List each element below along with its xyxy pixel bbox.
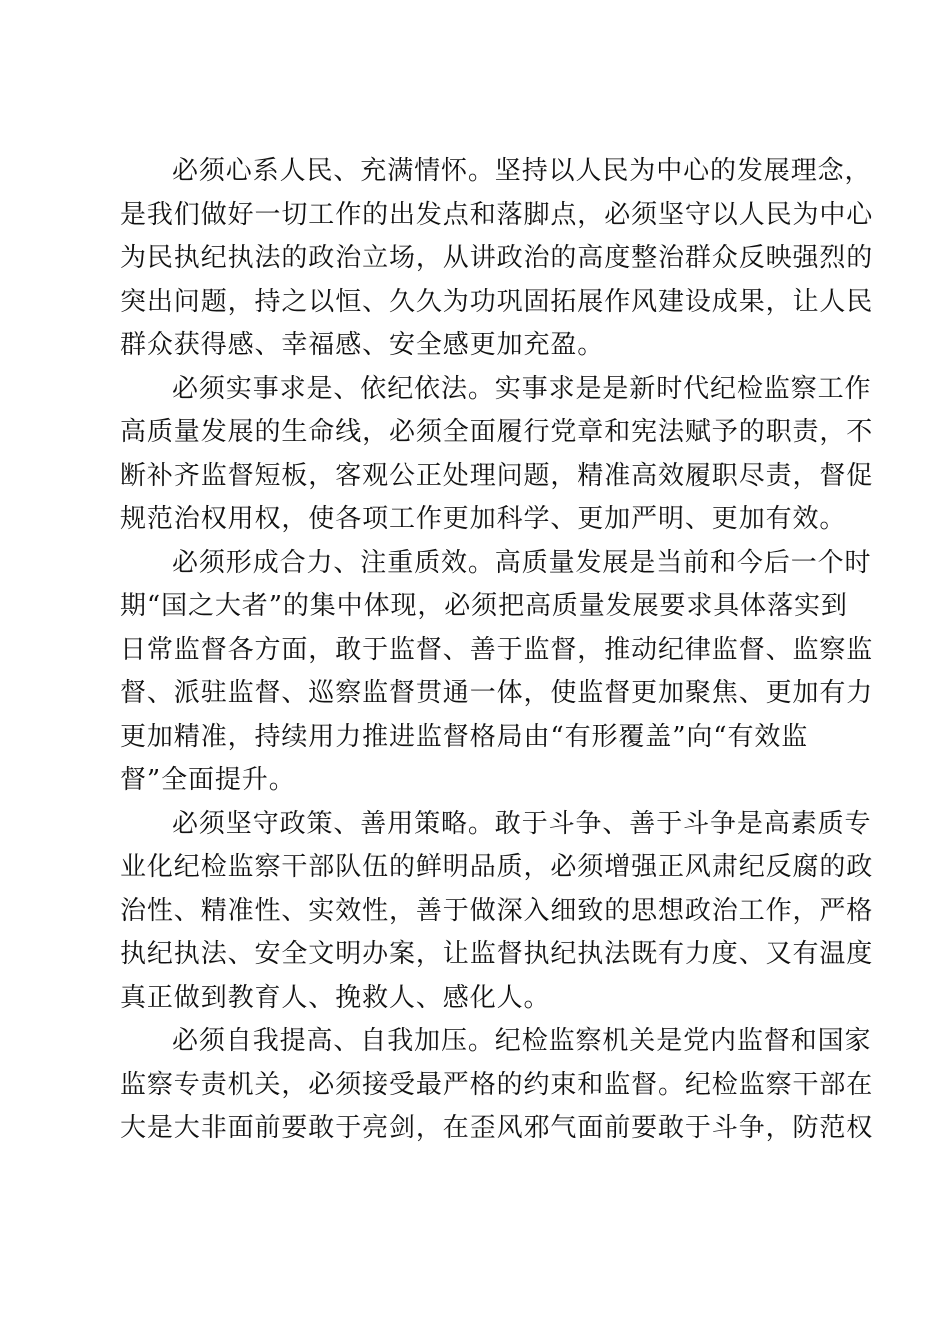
text-line: 为民执纪执法的政治立场，从讲政治的高度整治群众反映强烈的 [120,243,874,273]
text-line: 监察专责机关，必须接受最严格的约束和监督。纪检监察干部在 [120,1069,874,1100]
text-line: 必须实事求是、依纪依法。实事求是是新时代纪检监察工作 [172,373,872,404]
text-line: 业化纪检监察干部队伍的鲜明品质，必须增强正风肃纪反腐的政 [120,852,874,882]
text-line: 断补齐监督短板，客观公正处理问题，精准高效履职尽责，督促 [120,460,874,491]
text-line: 突出问题，持之以恒、久久为功巩固拓展作风建设成果，让人民 [120,286,874,317]
text-line: 必须自我提高、自我加压。纪检监察机关是党内监督和国家 [172,1026,872,1056]
text-line: 必须心系人民、充满情怀。坚持以人民为中心的发展理念， [172,156,872,186]
document-body [120,150,874,1151]
text-line: 督”全面提升。 [120,765,296,795]
text-line: 督、派驻监督、巡察监督贯通一体，使监督更加聚焦、更加有力 [120,678,874,708]
paragraph-people [120,150,874,368]
text-line: 真正做到教育人、挽救人、感化人。 [120,982,551,1013]
text-line: 更加精准，持续用力推进监督格局由“有形覆盖”向“有效监 [120,721,809,752]
text-line: 大是大非面前要敢于亮剑，在歪风邪气面前要敢于斗争，防范权 [120,1113,874,1143]
text-line: 必须坚守政策、善用策略。敢于斗争、善于斗争是高素质专 [172,808,872,839]
text-line: 规范治权用权，使各项工作更加科学、更加严明、更加有效。 [120,504,847,534]
paragraph-facts [120,368,874,542]
text-line: 执纪执法、安全文明办案，让监督执纪执法既有力度、又有温度 [120,939,874,969]
paragraph-synergy [120,542,874,803]
text-line: 是我们做好一切工作的出发点和落脚点，必须坚守以人民为中心 [120,199,874,230]
text-line: 期“国之大者”的集中体现，必须把高质量发展要求具体落实到 [120,591,848,621]
text-line: 必须形成合力、注重质效。高质量发展是当前和今后一个时 [172,547,872,578]
text-line: 群众获得感、幸福感、安全感更加充盈。 [120,330,605,360]
paragraph-self-improvement [120,1020,874,1151]
text-line: 治性、精准性、实效性，善于做深入细致的思想政治工作，严格 [120,895,874,926]
paragraph-policy [120,803,874,1021]
text-line: 高质量发展的生命线，必须全面履行党章和宪法赋予的职责，不 [120,417,874,447]
text-line: 日常监督各方面，敢于监督、善于监督，推动纪律监督、监察监 [120,634,874,665]
